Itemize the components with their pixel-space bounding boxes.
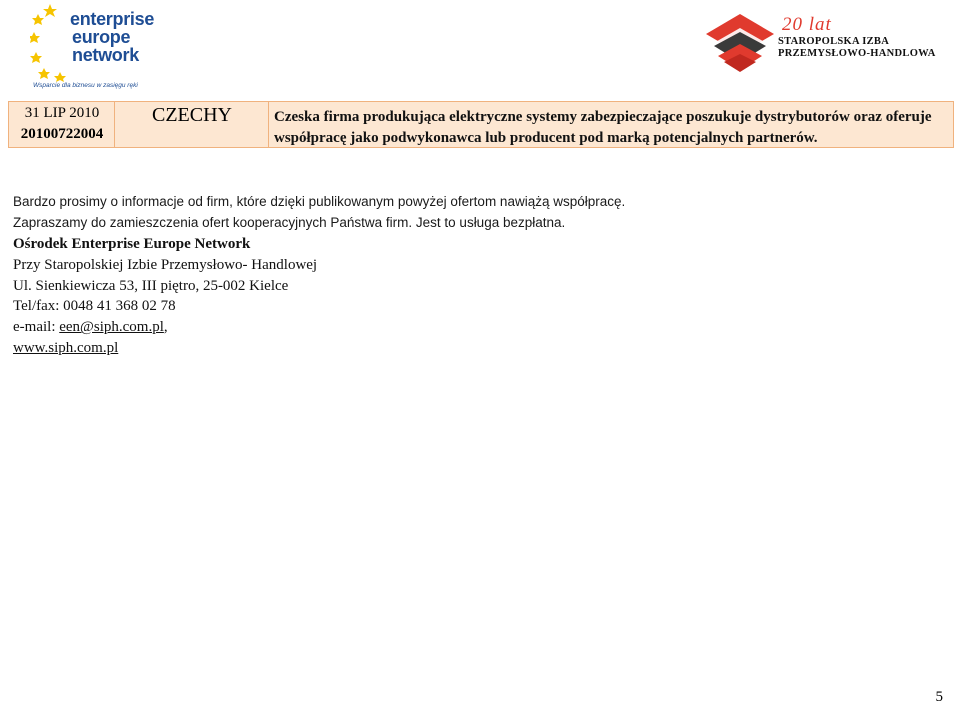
contact-website-line: [13, 338, 913, 359]
siph-name-line2: PRZEMYSŁOWO-HANDLOWA: [778, 48, 936, 59]
siph-emblem-icon: [704, 12, 776, 76]
contact-block: [13, 234, 913, 359]
contact-host: Przy Staropolskiej Izbie Przemysłowo- Handlowej: [13, 256, 318, 273]
info-line-2: Zapraszamy do zamieszczenia ofert kooperacyjnych Państwa firm. Jest to usługa bezpłatna.: [13, 215, 566, 230]
contact-email-link[interactable]: een@siph.com.pl: [59, 319, 164, 336]
contact-phone: Tel/fax: 0048 41 368 02 78: [13, 298, 176, 315]
page-number: 5: [935, 689, 943, 705]
offer-table: [8, 101, 954, 148]
siph-anniversary: 20 lat: [782, 14, 832, 35]
contact-email-line: [13, 317, 913, 338]
offer-description: Czeska firma produkująca elektryczne systemy zabezpieczające poszukuje dystrybutorów oraz oferuje współpracę jako podwykonawca lub producent pod marką potencjalnych partnerów.: [274, 109, 932, 146]
een-line-europe: europe: [72, 27, 131, 47]
een-line-enterprise: enterprise: [70, 9, 155, 29]
contact-website-link[interactable]: www.siph.com.pl: [13, 339, 119, 356]
contact-organization: Ośrodek Enterprise Europe Network: [13, 236, 251, 252]
een-wordmark: [60, 10, 170, 64]
siph-name-line1: STAROPOLSKA IZBA: [778, 36, 890, 47]
siph-logo: [704, 12, 949, 82]
info-paragraph: [13, 191, 913, 233]
enterprise-europe-network-logo: [30, 2, 155, 94]
contact-email-prefix: e-mail:: [13, 319, 60, 336]
contact-email-suffix: ,: [163, 319, 168, 336]
een-line-network: network: [72, 45, 139, 65]
offer-country-cell: [115, 102, 269, 147]
een-tagline: Wsparcie dla biznesu w zasięgu ręki: [33, 82, 138, 89]
offer-reference: 20100722004: [20, 126, 104, 142]
contact-address: Ul. Sienkiewicza 53, III piętro, 25-002 Kielce: [13, 277, 289, 294]
offer-date-cell: [9, 102, 115, 147]
info-line-1: Bardzo prosimy o informacje od firm, które dzięki publikowanym powyżej ofertom nawiążą współpracę.: [13, 194, 626, 209]
offer-description-cell: [269, 102, 953, 147]
offer-date: 31 LIP 2010: [24, 105, 100, 121]
offer-country: CZECHY: [152, 104, 232, 126]
